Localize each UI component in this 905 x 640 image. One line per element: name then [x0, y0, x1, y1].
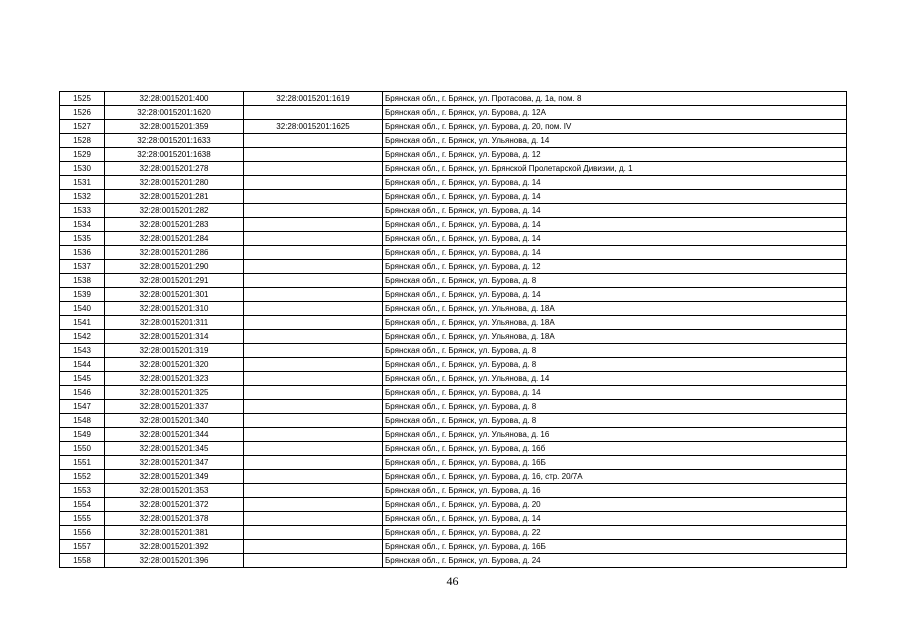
table-row	[60, 526, 847, 540]
row-number-cell: 1543	[60, 344, 105, 358]
cadastral-number-cell: 32:28:0015201:310	[105, 302, 244, 316]
row-number-cell: 1535	[60, 232, 105, 246]
previous-cadastral-cell	[244, 190, 383, 204]
table-row	[60, 302, 847, 316]
previous-cadastral-cell	[244, 498, 383, 512]
row-number-cell: 1541	[60, 316, 105, 330]
cadastral-number-cell: 32:28:0015201:314	[105, 330, 244, 344]
previous-cadastral-cell	[244, 358, 383, 372]
cadastral-number-cell: 32:28:0015201:359	[105, 120, 244, 134]
address-cell: Брянская обл., г. Брянск, ул. Ульянова, д. 18А	[383, 302, 847, 316]
cadastral-number-cell: 32:28:0015201:311	[105, 316, 244, 330]
row-number-cell: 1533	[60, 204, 105, 218]
row-number-cell: 1556	[60, 526, 105, 540]
cadastral-number-cell: 32:28:0015201:319	[105, 344, 244, 358]
table-row	[60, 428, 847, 442]
table-body	[60, 92, 847, 568]
address-cell: Брянская обл., г. Брянск, ул. Бурова, д. 8	[383, 358, 847, 372]
previous-cadastral-cell	[244, 106, 383, 120]
cadastral-number-cell: 32:28:0015201:400	[105, 92, 244, 106]
address-cell: Брянская обл., г. Брянск, ул. Ульянова, д. 14	[383, 372, 847, 386]
previous-cadastral-cell	[244, 260, 383, 274]
address-cell: Брянская обл., г. Брянск, ул. Бурова, д. 8	[383, 274, 847, 288]
address-cell: Брянская обл., г. Брянск, ул. Бурова, д. 8	[383, 414, 847, 428]
cadastral-number-cell: 32:28:0015201:344	[105, 428, 244, 442]
cadastral-number-cell: 32:28:0015201:320	[105, 358, 244, 372]
row-number-cell: 1549	[60, 428, 105, 442]
row-number-cell: 1540	[60, 302, 105, 316]
row-number-cell: 1547	[60, 400, 105, 414]
cadastral-number-cell: 32:28:0015201:325	[105, 386, 244, 400]
row-number-cell: 1548	[60, 414, 105, 428]
row-number-cell: 1558	[60, 554, 105, 568]
table-row	[60, 148, 847, 162]
address-cell: Брянская обл., г. Брянск, ул. Бурова, д. 14	[383, 512, 847, 526]
previous-cadastral-cell: 32:28:0015201:1619	[244, 92, 383, 106]
row-number-cell: 1539	[60, 288, 105, 302]
cadastral-number-cell: 32:28:0015201:280	[105, 176, 244, 190]
cadastral-number-cell: 32:28:0015201:291	[105, 274, 244, 288]
row-number-cell: 1536	[60, 246, 105, 260]
previous-cadastral-cell	[244, 176, 383, 190]
table-row	[60, 204, 847, 218]
address-cell: Брянская обл., г. Брянск, ул. Бурова, д. 16Б	[383, 456, 847, 470]
previous-cadastral-cell	[244, 218, 383, 232]
row-number-cell: 1528	[60, 134, 105, 148]
cadastral-number-cell: 32:28:0015201:301	[105, 288, 244, 302]
previous-cadastral-cell	[244, 134, 383, 148]
row-number-cell: 1530	[60, 162, 105, 176]
row-number-cell: 1542	[60, 330, 105, 344]
previous-cadastral-cell	[244, 554, 383, 568]
cadastral-number-cell: 32:28:0015201:1620	[105, 106, 244, 120]
row-number-cell: 1554	[60, 498, 105, 512]
previous-cadastral-cell	[244, 512, 383, 526]
row-number-cell: 1531	[60, 176, 105, 190]
row-number-cell: 1555	[60, 512, 105, 526]
cadastral-number-cell: 32:28:0015201:392	[105, 540, 244, 554]
cadastral-number-cell: 32:28:0015201:381	[105, 526, 244, 540]
previous-cadastral-cell	[244, 470, 383, 484]
table-row	[60, 344, 847, 358]
row-number-cell: 1546	[60, 386, 105, 400]
table-row	[60, 372, 847, 386]
row-number-cell: 1552	[60, 470, 105, 484]
cadastral-number-cell: 32:28:0015201:372	[105, 498, 244, 512]
previous-cadastral-cell	[244, 456, 383, 470]
previous-cadastral-cell	[244, 316, 383, 330]
table-row	[60, 106, 847, 120]
previous-cadastral-cell	[244, 148, 383, 162]
row-number-cell: 1529	[60, 148, 105, 162]
previous-cadastral-cell	[244, 288, 383, 302]
table-row	[60, 554, 847, 568]
table-row	[60, 470, 847, 484]
cadastral-number-cell: 32:28:0015201:323	[105, 372, 244, 386]
table-row	[60, 400, 847, 414]
previous-cadastral-cell	[244, 302, 383, 316]
table-row	[60, 274, 847, 288]
address-cell: Брянская обл., г. Брянск, ул. Бурова, д. 12	[383, 260, 847, 274]
address-cell: Брянская обл., г. Брянск, ул. Бурова, д. 8	[383, 344, 847, 358]
address-cell: Брянская обл., г. Брянск, ул. Бурова, д. 16б	[383, 442, 847, 456]
address-cell: Брянская обл., г. Брянск, ул. Протасова, д. 1а, пом. 8	[383, 92, 847, 106]
address-cell: Брянская обл., г. Брянск, ул. Бурова, д. 12А	[383, 106, 847, 120]
row-number-cell: 1551	[60, 456, 105, 470]
address-cell: Брянская обл., г. Брянск, ул. Бурова, д. 14	[383, 204, 847, 218]
table-row	[60, 512, 847, 526]
table-row	[60, 456, 847, 470]
row-number-cell: 1527	[60, 120, 105, 134]
previous-cadastral-cell	[244, 400, 383, 414]
previous-cadastral-cell	[244, 372, 383, 386]
table-row	[60, 134, 847, 148]
previous-cadastral-cell	[244, 526, 383, 540]
cadastral-number-cell: 32:28:0015201:281	[105, 190, 244, 204]
cadastral-number-cell: 32:28:0015201:353	[105, 484, 244, 498]
cadastral-number-cell: 32:28:0015201:283	[105, 218, 244, 232]
previous-cadastral-cell	[244, 540, 383, 554]
row-number-cell: 1550	[60, 442, 105, 456]
address-cell: Брянская обл., г. Брянск, ул. Бурова, д. 24	[383, 554, 847, 568]
page-number: 46	[446, 574, 459, 588]
table-row	[60, 288, 847, 302]
table-row	[60, 484, 847, 498]
address-cell: Брянская обл., г. Брянск, ул. Бурова, д. 22	[383, 526, 847, 540]
address-cell: Брянская обл., г. Брянск, ул. Бурова, д. 14	[383, 218, 847, 232]
address-cell: Брянская обл., г. Брянск, ул. Брянской Пролетарской Дивизии, д. 1	[383, 162, 847, 176]
previous-cadastral-cell	[244, 204, 383, 218]
address-cell: Брянская обл., г. Брянск, ул. Ульянова, д. 18А	[383, 330, 847, 344]
previous-cadastral-cell	[244, 428, 383, 442]
table-row	[60, 232, 847, 246]
table-row	[60, 92, 847, 106]
cadastral-number-cell: 32:28:0015201:345	[105, 442, 244, 456]
address-cell: Брянская обл., г. Брянск, ул. Бурова, д. 14	[383, 176, 847, 190]
table-row	[60, 498, 847, 512]
table-row	[60, 442, 847, 456]
previous-cadastral-cell	[244, 232, 383, 246]
table-row	[60, 316, 847, 330]
row-number-cell: 1525	[60, 92, 105, 106]
cadastral-number-cell: 32:28:0015201:282	[105, 204, 244, 218]
row-number-cell: 1538	[60, 274, 105, 288]
cadastral-number-cell: 32:28:0015201:347	[105, 456, 244, 470]
table-row	[60, 246, 847, 260]
address-cell: Брянская обл., г. Брянск, ул. Бурова, д. 8	[383, 400, 847, 414]
address-cell: Брянская обл., г. Брянск, ул. Бурова, д. 20	[383, 498, 847, 512]
table-row	[60, 162, 847, 176]
address-cell: Брянская обл., г. Брянск, ул. Бурова, д. 14	[383, 190, 847, 204]
row-number-cell: 1553	[60, 484, 105, 498]
row-number-cell: 1537	[60, 260, 105, 274]
cadastral-number-cell: 32:28:0015201:286	[105, 246, 244, 260]
cadastral-number-cell: 32:28:0015201:278	[105, 162, 244, 176]
address-cell: Брянская обл., г. Брянск, ул. Бурова, д. 14	[383, 386, 847, 400]
cadastral-table	[59, 91, 847, 568]
row-number-cell: 1526	[60, 106, 105, 120]
address-cell: Брянская обл., г. Брянск, ул. Бурова, д. 14	[383, 246, 847, 260]
table-row	[60, 540, 847, 554]
previous-cadastral-cell: 32:28:0015201:1625	[244, 120, 383, 134]
address-cell: Брянская обл., г. Брянск, ул. Бурова, д. 16, стр. 20/7А	[383, 470, 847, 484]
previous-cadastral-cell	[244, 162, 383, 176]
table-row	[60, 386, 847, 400]
previous-cadastral-cell	[244, 442, 383, 456]
table-row	[60, 190, 847, 204]
address-cell: Брянская обл., г. Брянск, ул. Бурова, д. 12	[383, 148, 847, 162]
row-number-cell: 1545	[60, 372, 105, 386]
table-row	[60, 176, 847, 190]
cadastral-number-cell: 32:28:0015201:378	[105, 512, 244, 526]
cadastral-number-cell: 32:28:0015201:337	[105, 400, 244, 414]
cadastral-number-cell: 32:28:0015201:396	[105, 554, 244, 568]
row-number-cell: 1532	[60, 190, 105, 204]
cadastral-number-cell: 32:28:0015201:1638	[105, 148, 244, 162]
address-cell: Брянская обл., г. Брянск, ул. Ульянова, д. 14	[383, 134, 847, 148]
table-row	[60, 358, 847, 372]
address-cell: Брянская обл., г. Брянск, ул. Бурова, д. 14	[383, 232, 847, 246]
cadastral-number-cell: 32:28:0015201:349	[105, 470, 244, 484]
cadastral-number-cell: 32:28:0015201:1633	[105, 134, 244, 148]
table-row	[60, 218, 847, 232]
previous-cadastral-cell	[244, 484, 383, 498]
cadastral-number-cell: 32:28:0015201:340	[105, 414, 244, 428]
address-cell: Брянская обл., г. Брянск, ул. Бурова, д. 20, пом. IV	[383, 120, 847, 134]
address-cell: Брянская обл., г. Брянск, ул. Бурова, д. 16Б	[383, 540, 847, 554]
table-row	[60, 120, 847, 134]
address-cell: Брянская обл., г. Брянск, ул. Бурова, д. 16	[383, 484, 847, 498]
previous-cadastral-cell	[244, 344, 383, 358]
previous-cadastral-cell	[244, 246, 383, 260]
previous-cadastral-cell	[244, 330, 383, 344]
previous-cadastral-cell	[244, 414, 383, 428]
table-row	[60, 414, 847, 428]
row-number-cell: 1534	[60, 218, 105, 232]
previous-cadastral-cell	[244, 386, 383, 400]
address-cell: Брянская обл., г. Брянск, ул. Бурова, д. 14	[383, 288, 847, 302]
row-number-cell: 1544	[60, 358, 105, 372]
row-number-cell: 1557	[60, 540, 105, 554]
table-row	[60, 260, 847, 274]
table-row	[60, 330, 847, 344]
address-cell: Брянская обл., г. Брянск, ул. Ульянова, д. 16	[383, 428, 847, 442]
cadastral-number-cell: 32:28:0015201:284	[105, 232, 244, 246]
previous-cadastral-cell	[244, 274, 383, 288]
address-cell: Брянская обл., г. Брянск, ул. Ульянова, д. 18А	[383, 316, 847, 330]
cadastral-number-cell: 32:28:0015201:290	[105, 260, 244, 274]
